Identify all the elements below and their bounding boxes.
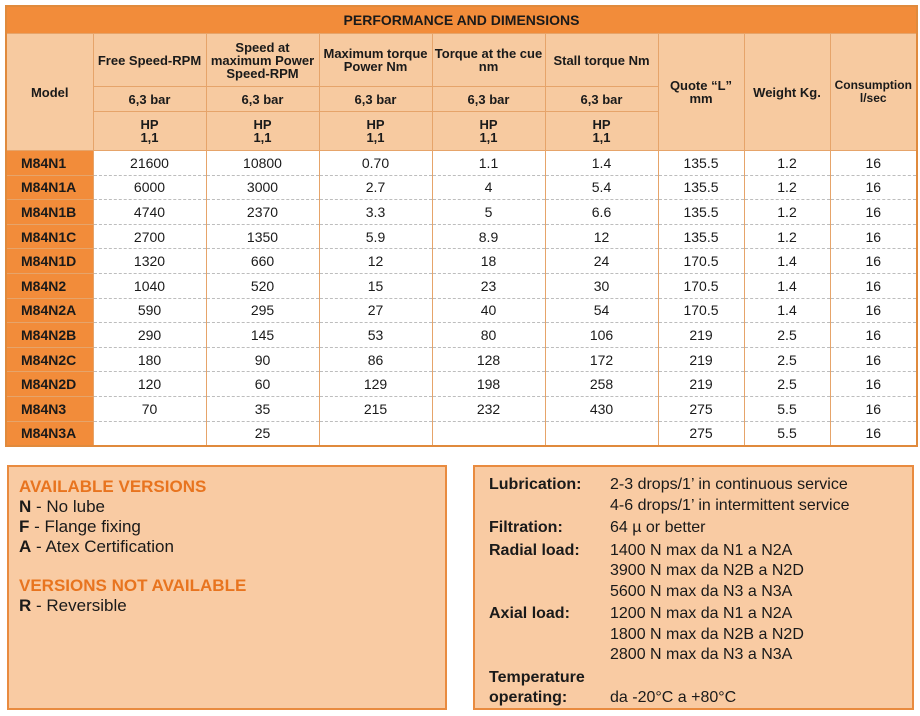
header-hp xyxy=(206,112,319,151)
spec-label: Lubrication: xyxy=(489,476,582,493)
table-cell: 198 xyxy=(432,372,545,397)
table-cell: 430 xyxy=(545,396,658,421)
table-cell: 5.4 xyxy=(545,175,658,200)
model-cell: M84N3 xyxy=(6,396,93,421)
table-cell: 219 xyxy=(658,323,744,348)
table-cell: 215 xyxy=(319,396,432,421)
version-description: - Flange fixing xyxy=(29,517,141,536)
table-cell: 135.5 xyxy=(658,200,744,225)
table-cell: 16 xyxy=(830,200,917,225)
spec-values xyxy=(610,668,736,709)
table-cell: 16 xyxy=(830,151,917,176)
header-stall-torque: Stall torque Nm xyxy=(545,34,658,87)
model-cell: M84N1 xyxy=(6,151,93,176)
table-cell: 1.1 xyxy=(432,151,545,176)
spec-value: 1200 N max da N1 a N2A xyxy=(610,605,793,622)
version-code: R xyxy=(19,596,32,615)
spec-label: Radial load: xyxy=(489,541,580,559)
table-cell: 16 xyxy=(830,298,917,323)
spec-values xyxy=(610,541,804,603)
version-code: F xyxy=(19,517,30,536)
table-cell: 1.4 xyxy=(744,273,830,298)
table-cell: 70 xyxy=(93,396,206,421)
table-cell: 275 xyxy=(658,396,744,421)
table-cell: 106 xyxy=(545,323,658,348)
model-cell: M84N1C xyxy=(6,224,93,249)
version-description: - Atex Certification xyxy=(31,537,174,556)
table-cell: 12 xyxy=(545,224,658,249)
table-cell: 172 xyxy=(545,347,658,372)
hp-value: 1,1 xyxy=(366,130,385,145)
version-code: A xyxy=(19,537,32,556)
spec-label: Filtration: xyxy=(489,519,563,536)
table-row xyxy=(6,200,917,225)
model-cell: M84N2C xyxy=(6,347,93,372)
header-pressure: 6,3 bar xyxy=(545,87,658,112)
specs-box xyxy=(473,465,914,710)
table-cell: 180 xyxy=(93,347,206,372)
performance-table-container xyxy=(5,5,916,446)
table-cell: 8.9 xyxy=(432,224,545,249)
table-cell: 30 xyxy=(545,273,658,298)
table-cell: 275 xyxy=(658,421,744,446)
table-cell: 40 xyxy=(432,298,545,323)
table-cell: 5 xyxy=(432,200,545,225)
table-cell: 24 xyxy=(545,249,658,274)
header-free-speed: Free Speed-RPM xyxy=(93,34,206,87)
table-cell xyxy=(93,421,206,446)
header-pressure: 6,3 bar xyxy=(319,87,432,112)
spec-label-line: operating: xyxy=(489,689,568,706)
header-consumption: Consumption l/sec xyxy=(830,34,917,151)
hp-label: HP xyxy=(253,117,272,132)
table-body xyxy=(6,151,917,447)
hp-value: 1,1 xyxy=(592,130,611,145)
model-cell: M84N2 xyxy=(6,273,93,298)
hp-value: 1,1 xyxy=(140,130,159,145)
header-pressure: 6,3 bar xyxy=(93,87,206,112)
table-row xyxy=(6,298,917,323)
table-cell: 21600 xyxy=(93,151,206,176)
table-cell: 295 xyxy=(206,298,319,323)
versions-box xyxy=(7,465,447,710)
table-cell: 660 xyxy=(206,249,319,274)
table-cell: 90 xyxy=(206,347,319,372)
spec-label-line: Temperature xyxy=(489,668,585,686)
header-max-torque: Maximum torque Power Nm xyxy=(319,34,432,87)
table-cell: 16 xyxy=(830,273,917,298)
hp-label: HP xyxy=(592,117,611,132)
header-pressure: 6,3 bar xyxy=(206,87,319,112)
hp-value: 1,1 xyxy=(253,130,272,145)
table-row xyxy=(6,151,917,176)
table-row xyxy=(6,273,917,298)
version-description: - No lube xyxy=(31,497,105,516)
table-cell: 27 xyxy=(319,298,432,323)
table-cell: 170.5 xyxy=(658,298,744,323)
spec-value: 64 µ or better xyxy=(610,519,706,536)
table-cell: 590 xyxy=(93,298,206,323)
header-hp xyxy=(432,112,545,151)
table-cell: 16 xyxy=(830,175,917,200)
table-row xyxy=(6,396,917,421)
table-cell: 5.5 xyxy=(744,396,830,421)
table-cell: 5.5 xyxy=(744,421,830,446)
hp-label: HP xyxy=(479,117,498,132)
spec-axial-load xyxy=(489,604,898,666)
table-cell xyxy=(545,421,658,446)
table-cell: 520 xyxy=(206,273,319,298)
hp-value: 1,1 xyxy=(479,130,498,145)
header-quote: Quote “L” mm xyxy=(658,34,744,151)
table-cell: 4740 xyxy=(93,200,206,225)
header-hp xyxy=(93,112,206,151)
table-row xyxy=(6,175,917,200)
table-cell: 129 xyxy=(319,372,432,397)
table-cell: 219 xyxy=(658,347,744,372)
spec-label: Axial load: xyxy=(489,605,570,622)
spec-value: 1400 N max da N1 a N2A xyxy=(610,541,793,559)
performance-table xyxy=(5,5,918,447)
table-cell: 2.5 xyxy=(744,323,830,348)
spec-values xyxy=(610,604,804,666)
available-versions-list xyxy=(19,497,435,557)
table-cell: 1.2 xyxy=(744,200,830,225)
table-cell: 1350 xyxy=(206,224,319,249)
table-cell: 1.4 xyxy=(744,298,830,323)
table-row xyxy=(6,421,917,446)
available-versions-title: AVAILABLE VERSIONS xyxy=(19,477,207,496)
table-title: PERFORMANCE AND DIMENSIONS xyxy=(6,6,917,34)
spec-radial-load xyxy=(489,541,898,603)
table-cell: 170.5 xyxy=(658,249,744,274)
table-cell: 135.5 xyxy=(658,175,744,200)
table-cell: 128 xyxy=(432,347,545,372)
model-cell: M84N1A xyxy=(6,175,93,200)
table-row xyxy=(6,323,917,348)
table-cell: 1.2 xyxy=(744,224,830,249)
table-cell: 1.2 xyxy=(744,175,830,200)
table-cell: 16 xyxy=(830,372,917,397)
model-cell: M84N1D xyxy=(6,249,93,274)
table-cell: 219 xyxy=(658,372,744,397)
table-cell: 2370 xyxy=(206,200,319,225)
table-cell: 1.2 xyxy=(744,151,830,176)
table-cell: 135.5 xyxy=(658,224,744,249)
header-model: Model xyxy=(6,34,93,151)
available-version-item xyxy=(19,517,435,537)
model-cell: M84N2D xyxy=(6,372,93,397)
table-cell: 145 xyxy=(206,323,319,348)
header-torque-cue: Torque at the cue nm xyxy=(432,34,545,87)
table-cell: 6.6 xyxy=(545,200,658,225)
table-cell: 16 xyxy=(830,249,917,274)
table-cell: 2700 xyxy=(93,224,206,249)
table-cell: 60 xyxy=(206,372,319,397)
table-cell: 12 xyxy=(319,249,432,274)
table-cell: 16 xyxy=(830,323,917,348)
model-cell: M84N2B xyxy=(6,323,93,348)
header-weight: Weight Kg. xyxy=(744,34,830,151)
spec-value: 1800 N max da N2B a N2D xyxy=(610,625,804,643)
table-cell: 3000 xyxy=(206,175,319,200)
spec-value: 3900 N max da N2B a N2D xyxy=(610,562,804,579)
table-row xyxy=(6,372,917,397)
table-row xyxy=(6,224,917,249)
table-cell: 0.70 xyxy=(319,151,432,176)
table-cell: 16 xyxy=(830,396,917,421)
spec-label xyxy=(489,668,610,709)
table-cell: 6000 xyxy=(93,175,206,200)
table-cell: 53 xyxy=(319,323,432,348)
spec-values xyxy=(610,518,706,539)
table-cell: 10800 xyxy=(206,151,319,176)
table-cell: 1.4 xyxy=(744,249,830,274)
table-row xyxy=(6,347,917,372)
table-cell xyxy=(432,421,545,446)
table-cell: 258 xyxy=(545,372,658,397)
table-cell: 5.9 xyxy=(319,224,432,249)
table-cell: 232 xyxy=(432,396,545,421)
header-pressure: 6,3 bar xyxy=(432,87,545,112)
table-row xyxy=(6,249,917,274)
table-cell: 2.7 xyxy=(319,175,432,200)
hp-label: HP xyxy=(140,117,159,132)
table-cell: 1320 xyxy=(93,249,206,274)
header-hp xyxy=(545,112,658,151)
table-cell: 135.5 xyxy=(658,151,744,176)
spec-value: 4-6 drops/1’ in intermittent service xyxy=(610,496,850,514)
model-cell: M84N3A xyxy=(6,421,93,446)
table-cell: 290 xyxy=(93,323,206,348)
table-cell: 80 xyxy=(432,323,545,348)
table-cell: 15 xyxy=(319,273,432,298)
header-speed-max-power: Speed at maximum Power Speed-RPM xyxy=(206,34,319,87)
not-available-versions-title: VERSIONS NOT AVAILABLE xyxy=(19,576,247,595)
model-cell: M84N2A xyxy=(6,298,93,323)
table-cell: 16 xyxy=(830,224,917,249)
table-cell: 3.3 xyxy=(319,200,432,225)
table-cell: 25 xyxy=(206,421,319,446)
table-cell: 18 xyxy=(432,249,545,274)
spec-lubrication xyxy=(489,475,898,516)
table-cell: 2.5 xyxy=(744,372,830,397)
version-code: N xyxy=(19,497,32,516)
header-hp xyxy=(319,112,432,151)
table-cell: 16 xyxy=(830,347,917,372)
table-cell: 35 xyxy=(206,396,319,421)
not-available-version-item xyxy=(19,596,435,616)
spec-value: da -20°C a +80°C xyxy=(610,689,737,706)
spec-values xyxy=(610,475,850,516)
spec-value: 2800 N max da N3 a N3A xyxy=(610,646,793,663)
table-cell: 1040 xyxy=(93,273,206,298)
table-cell: 120 xyxy=(93,372,206,397)
spec-temperature xyxy=(489,668,898,709)
model-cell: M84N1B xyxy=(6,200,93,225)
available-version-item xyxy=(19,497,435,517)
table-cell: 54 xyxy=(545,298,658,323)
spec-value: 2-3 drops/1’ in continuous service xyxy=(610,476,848,493)
table-cell: 2.5 xyxy=(744,347,830,372)
table-cell: 1.4 xyxy=(545,151,658,176)
version-description: - Reversible xyxy=(31,596,127,615)
table-cell: 16 xyxy=(830,421,917,446)
table-cell: 86 xyxy=(319,347,432,372)
available-version-item xyxy=(19,537,435,557)
table-cell xyxy=(319,421,432,446)
table-cell: 170.5 xyxy=(658,273,744,298)
spec-value: 5600 N max da N3 a N3A xyxy=(610,582,793,600)
hp-label: HP xyxy=(366,117,385,132)
not-available-versions-list xyxy=(19,596,435,616)
table-cell: 4 xyxy=(432,175,545,200)
spec-filtration xyxy=(489,518,898,539)
table-cell: 23 xyxy=(432,273,545,298)
